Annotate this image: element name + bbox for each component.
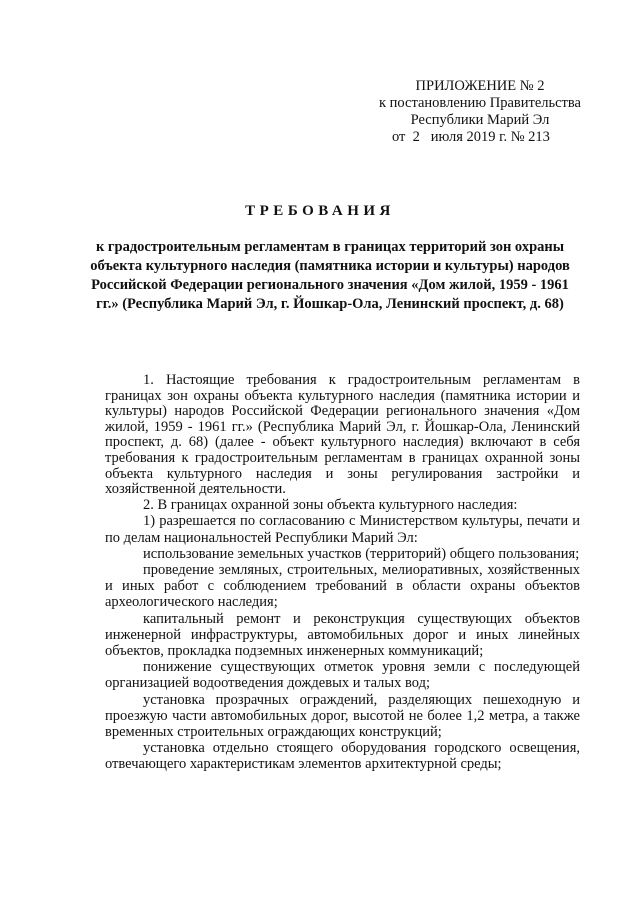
document-title: ТРЕБОВАНИЯ bbox=[245, 203, 395, 219]
paragraph-ground-level: понижение существующих отметок уровня земли с последующей организацией водоотведения дождевых и талых вод; bbox=[105, 659, 580, 692]
annex-resolution-line: к постановлению Правительства bbox=[379, 95, 581, 111]
paragraph-2: 2. В границах охранной зоны объекта культурного наследия: bbox=[143, 496, 518, 513]
paragraph-1: 1. Настоящие требования к градостроительным регламентам в границах зон охраны объекта культурного наследия (памятника истории и культуры) народов Российской Федерации регионального значения «Дом жилой, 1959 - 1961 гг.» (Республика Марий Эл, г. Йошкар-Ола, Ленинский проспект, д. 68) (далее - объект культурного наследия) включают в себя требования к градостроительным регламентам в границах охранной зоны объекта культурного наследия и зоны регулирования застройки и хозяйственной деятельности. bbox=[105, 372, 580, 498]
paragraph-land-use: использование земельных участков (территорий) общего пользования; bbox=[143, 545, 580, 562]
annex-number: ПРИЛОЖЕНИЕ № 2 bbox=[415, 78, 545, 94]
paragraph-2-1: 1) разрешается по согласованию с Министерством культуры, печати и по делам национальностей Республики Марий Эл: bbox=[105, 513, 580, 546]
document-body bbox=[105, 373, 580, 773]
paragraph-fences: установка прозрачных ограждений, разделяющих пешеходную и проезжую части автомобильных дорог, высотой не более 1,2 метра, а также временных строительных ограждающих конструкций; bbox=[105, 691, 580, 740]
paragraph-lighting: установка отдельно стоящего оборудования городского освещения, отвечающего характеристикам элементов архитектурной среды; bbox=[105, 740, 580, 773]
paragraph-works: проведение земляных, строительных, мелиоративных, хозяйственных и иных работ с соблюдением требований в области охраны объектов археологического наследия; bbox=[105, 561, 580, 611]
annex-republic-line: Республики Марий Эл bbox=[410, 112, 550, 128]
annex-header bbox=[360, 78, 600, 146]
document-subtitle: к градостроительным регламентам в границах территорий зон охраны объекта культурного наследия (памятника истории и культуры) народов Российской Федерации регионального значения «Дом жилой, 1959 - 1961 гг.» (Республика Марий Эл, г. Йошкар-Ола, Ленинский проспект, д. 68) bbox=[90, 239, 570, 312]
paragraph-repair: капитальный ремонт и реконструкция существующих объектов инженерной инфраструктуры, автомобильных дорог и иных линейных объектов, прокладка подземных инженерных коммуникаций; bbox=[105, 610, 580, 659]
annex-date-line: от 2 июля 2019 г. № 213 bbox=[392, 129, 550, 145]
